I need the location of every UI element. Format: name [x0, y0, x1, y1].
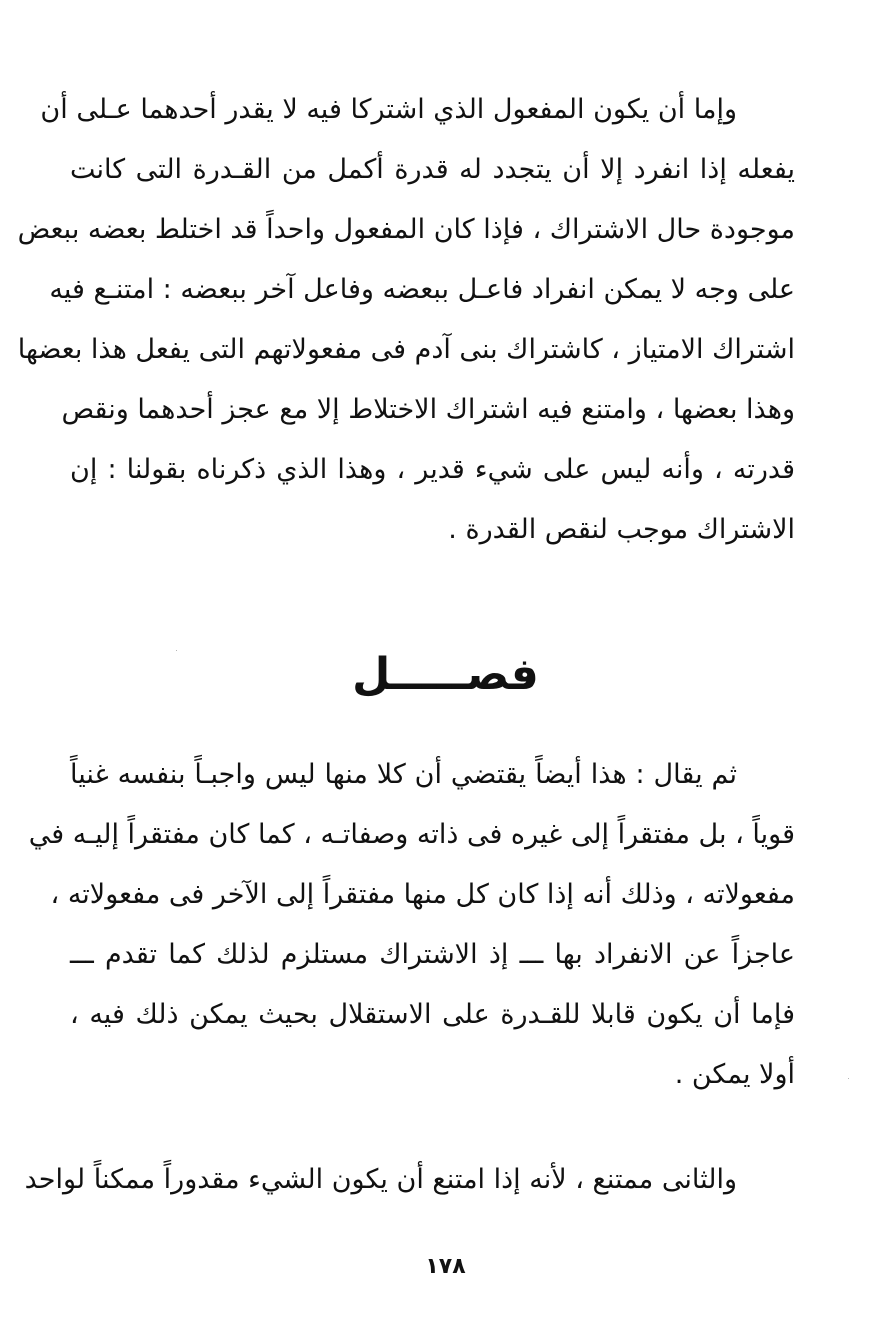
scan-speck: [176, 650, 177, 651]
text-line: الاشتراك موجب لنقص القدرة .: [448, 514, 795, 545]
page-number: ١٧٨: [425, 1254, 466, 1279]
text-line: يفعله إذا انفرد إلا أن يتجدد له قدرة أكمل من القـدرة التى كانت: [70, 154, 795, 185]
text-line: موجودة حال الاشتراك ، فإذا كان المفعول واحداً قد اختلط بعضه ببعض: [17, 214, 795, 245]
text-line: وهذا بعضها ، وامتنع فيه اشتراك الاختلاط إلا مع عجز أحدهما ونقص: [61, 394, 795, 425]
scan-speck: [848, 1078, 849, 1079]
text-line: فإما أن يكون قابلا للقـدرة على الاستقلال بحيث يمكن ذلك فيه ،: [70, 999, 795, 1030]
text-line: قدرته ، وأنه ليس على شيء قدير ، وهذا الذي ذكرناه بقولنا : إن: [70, 454, 795, 485]
paragraph-2: [28, 745, 795, 1105]
text-line: قوياً ، بل مفتقراً إلى غيره فى ذاته وصفاتـه ، كما كان مفتقراً إليـه في: [28, 819, 795, 850]
text-line: عاجزاً عن الانفراد بها ـــ إذ الاشتراك مستلزم لذلك كما تقدم ـــ: [70, 939, 795, 970]
text-line: ثم يقال : هذا أيضاً يقتضي أن كلا منها ليس واجبـاً بنفسه غنياً: [70, 759, 737, 790]
text-line: اشتراك الامتياز ، كاشتراك بنى آدم فى مفعولاتهم التى يفعل هذا بعضها: [17, 334, 795, 365]
text-line: وإما أن يكون المفعول الذي اشتركا فيه لا يقدر أحدهما عـلى أن: [40, 94, 737, 125]
text-line: مفعولاته ، وذلك أنه إذا كان كل منها مفتقراً إلى الآخر فى مفعولاته ،: [50, 879, 795, 910]
paragraph-3: [24, 1150, 795, 1210]
text-line: على وجه لا يمكن انفراد فاعـل ببعضه وفاعل آخر ببعضه : امتنـع فيه: [49, 274, 795, 305]
paragraph-1: [17, 80, 795, 560]
section-heading: فصـــــل: [352, 649, 539, 700]
text-line: أولا يمكن .: [674, 1059, 795, 1090]
text-line: والثانى ممتنع ، لأنه إذا امتنع أن يكون الشيء مقدوراً ممكناً لواحد: [24, 1164, 737, 1195]
